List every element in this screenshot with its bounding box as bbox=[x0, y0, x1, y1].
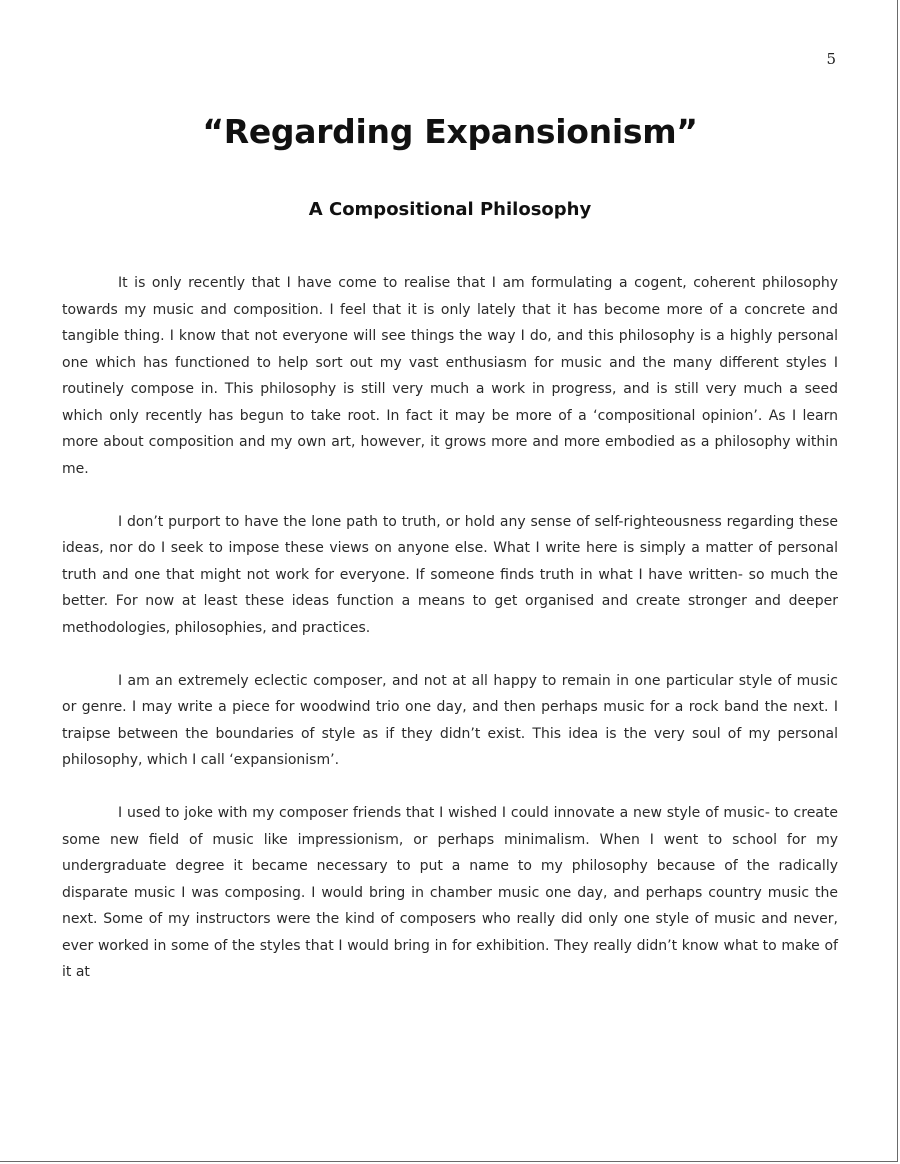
paragraph: I am an extremely eclectic composer, and not at all happy to remain in one particular style of music or genre. I may write a piece for woodwind trio one day, and then perhaps music for a rock band the next. I traipse between the boundaries of style as if they didn’t exist. This idea is the very soul of my personal philosophy, which I call ‘expansionism’. bbox=[62, 672, 838, 769]
paragraph: It is only recently that I have come to realise that I am formulating a cogent, coherent philosophy towards my music and composition. I feel that it is only lately that it has become more of a concrete and tangible thing. I know that not everyone will see things the way I do, and this philosophy is a highly personal one which has functioned to help sort out my vast enthusiasm for music and the many different styles I routinely compose in. This philosophy is still very much a work in progress, and is still very much a seed which only recently has begun to take root. In fact it may be more of a ‘compositional opinion’. As I learn more about composition and my own art, however, it grows more and more embodied as a philosophy within me. bbox=[62, 275, 838, 477]
page-title: “Regarding Expansionism” bbox=[202, 112, 698, 151]
paragraph: I don’t purport to have the lone path to truth, or hold any sense of self-righteousness regarding these ideas, nor do I seek to impose these views on anyone else. What I write here is simply a matter of personal truth and one that might not work for everyone. If someone finds truth in what I have written- so much the better. For now at least these ideas function a means to get organised and create stronger and deeper methodologies, philosophies, and practices. bbox=[62, 513, 838, 636]
body-text bbox=[62, 270, 838, 1012]
page-subtitle: A Compositional Philosophy bbox=[308, 199, 592, 220]
paragraph: I used to joke with my composer friends that I wished I could innovate a new style of music- to create some new field of music like impressionism, or perhaps minimalism. When I went to school for my undergraduate degree it became necessary to put a name to my philosophy because of the radically disparate music I was composing. I would bring in chamber music one day, and perhaps country music the next. Some of my instructors were the kind of composers who really did only one style of music and never, ever worked in some of the styles that I would bring in for exhibition. They really didn’t know what to make of it at bbox=[62, 805, 838, 981]
page-number: 5 bbox=[826, 50, 836, 68]
